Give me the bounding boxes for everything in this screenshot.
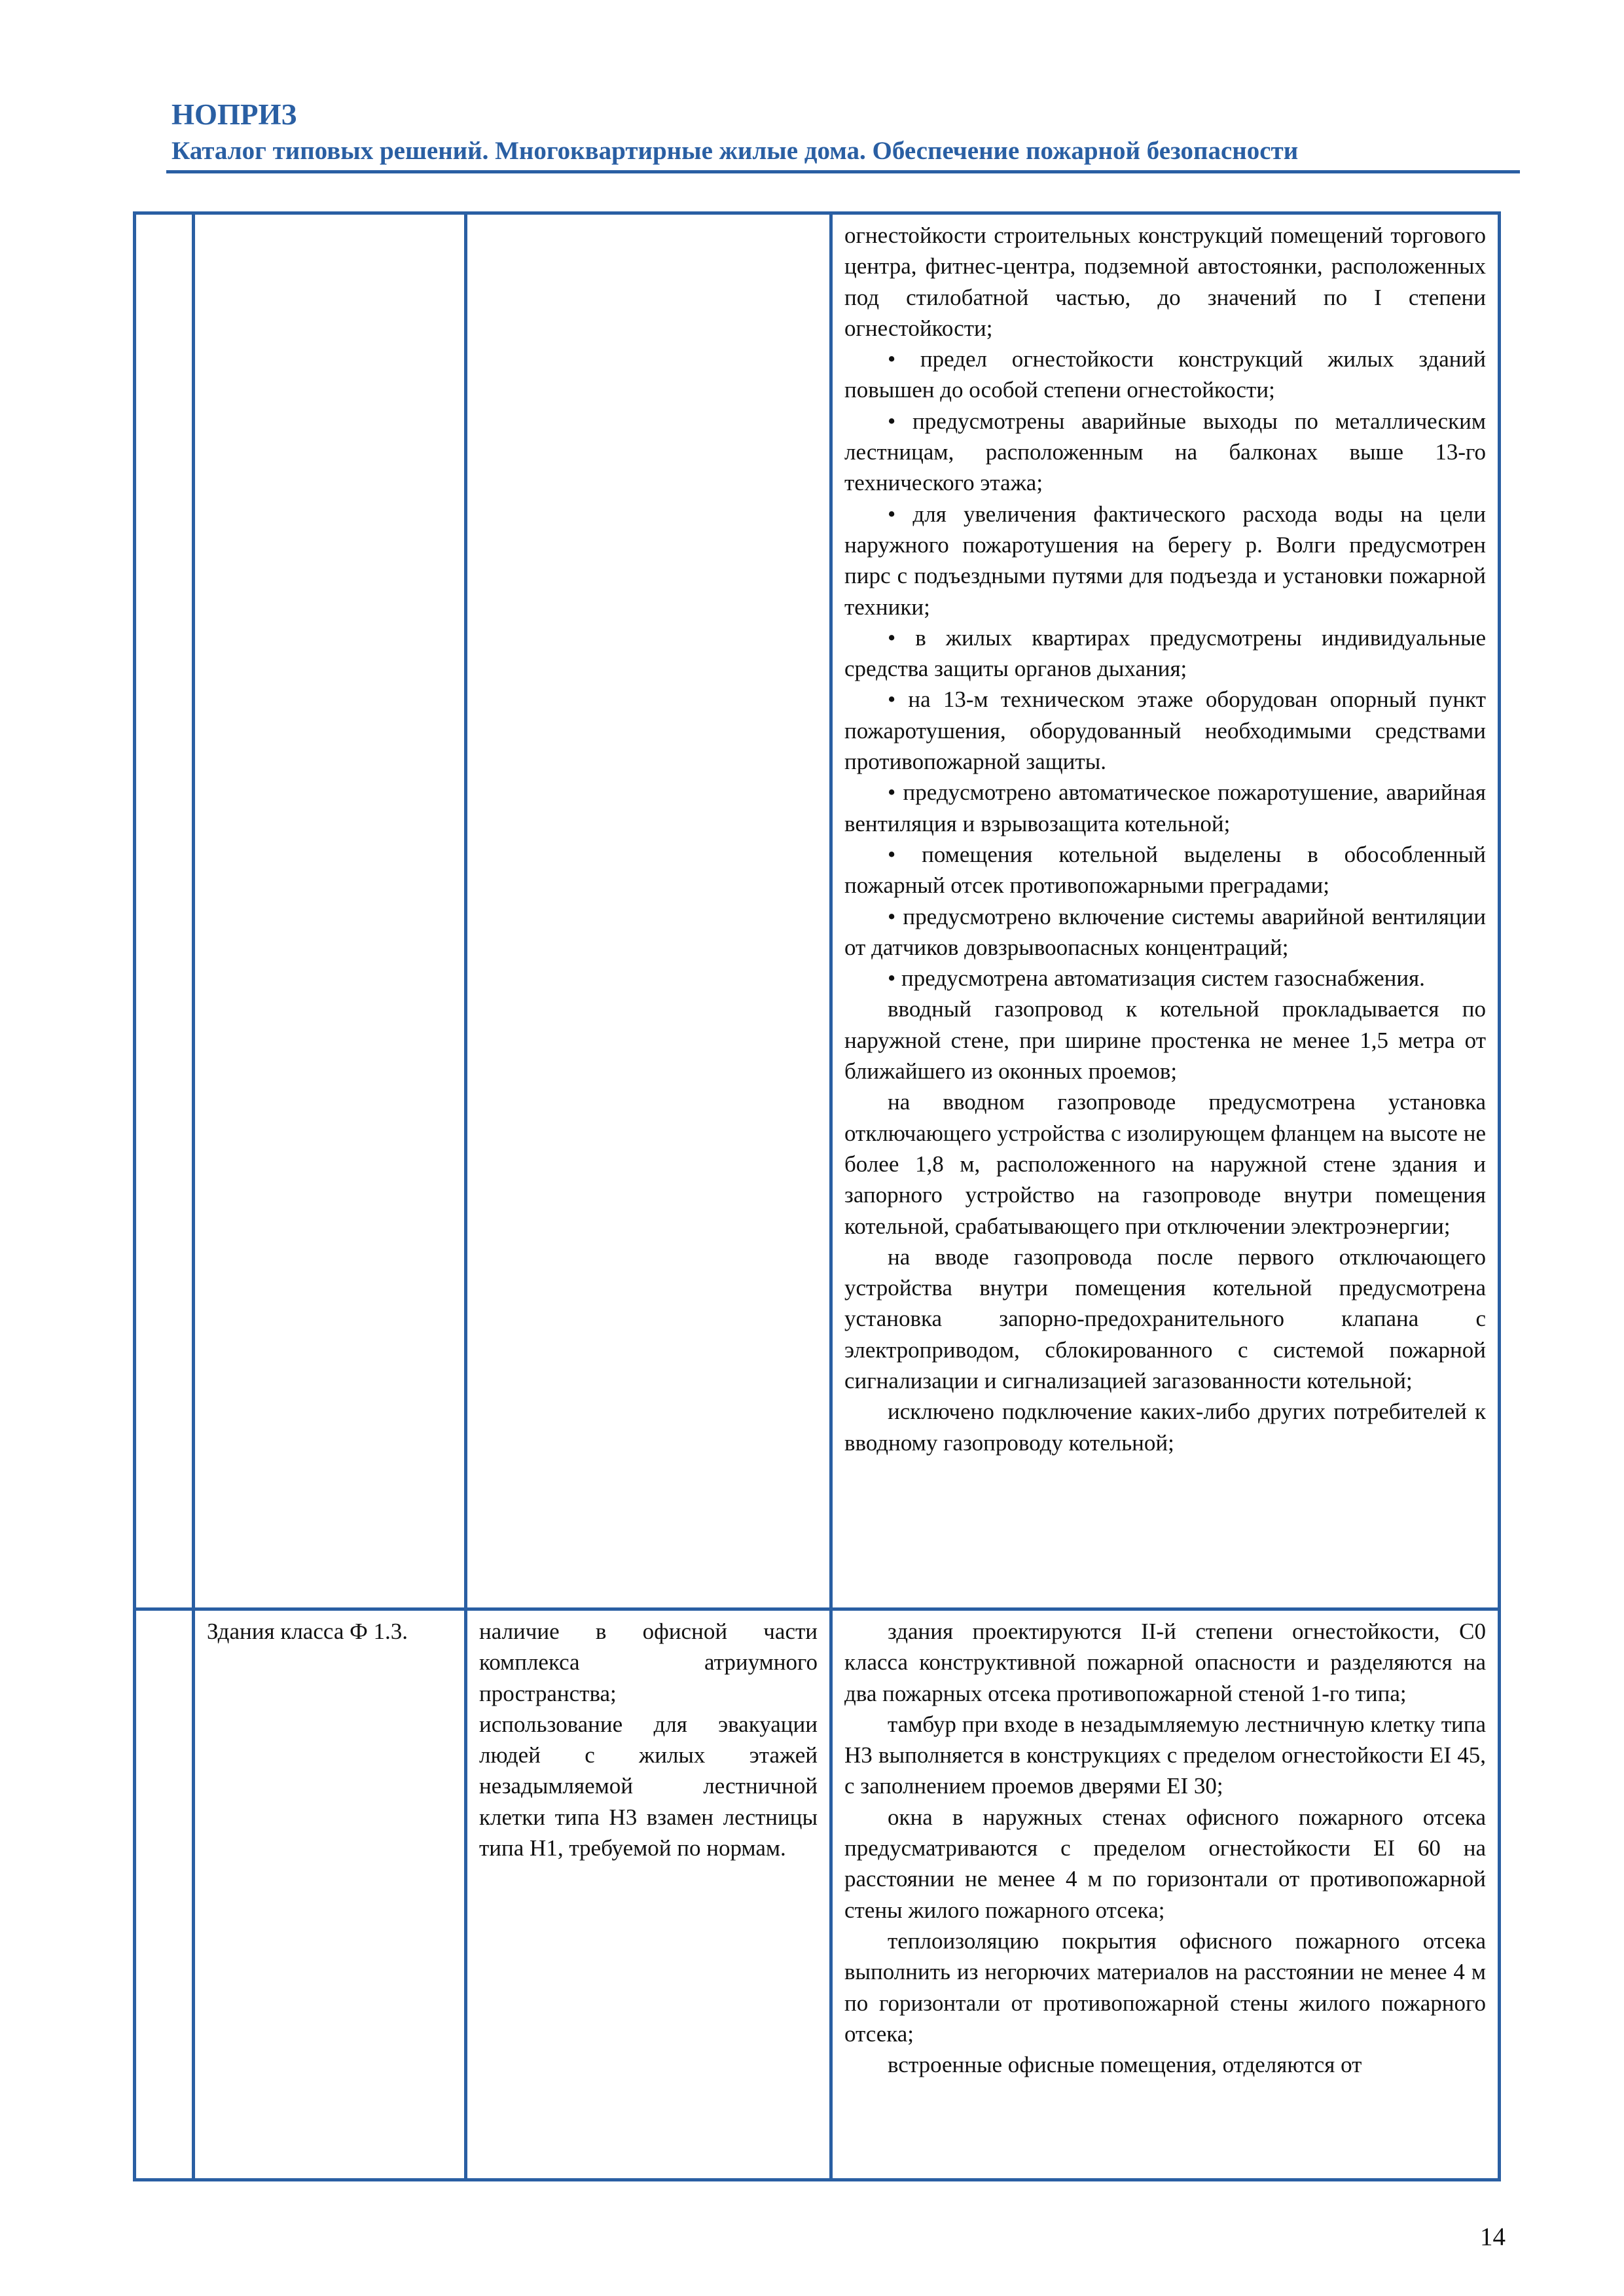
measure-paragraph: здания проектируются II-й степени огнестойкости, С0 класса конструктивной пожарной опасности и разделяются на два пожарных отсека противопожарной стеной 1-го типа; <box>844 1619 1486 1706</box>
measure-paragraph: на вводе газопровода после первого отключающего устройства внутри помещения котельной предусмотрена установка запорно-предохранительного клапана с электроприводом, сблокированного с системой пожарной сигнализации и сигнализацией загазованности котельной; <box>844 1244 1486 1393</box>
measure-paragraph: • предусмотрено включение системы аварийной вентиляции от датчиков довзрывоопасных концентраций; <box>844 903 1486 960</box>
measure-paragraph: вводный газопровод к котельной прокладывается по наружной стене, при ширине простенка не менее 1,5 метра от ближайшего из оконных проемов; <box>844 996 1486 1085</box>
measure-paragraph: • предусмотрено автоматическое пожаротушение, аварийная вентиляция и взрывозащита котельной; <box>844 780 1486 836</box>
measure-paragraph: окна в наружных стенах офисного пожарного отсека предусматриваются с пределом огнестойкости EI 60 на расстоянии не менее 4 м по горизонтали от противопожарной стены жилого пожарного отсека; <box>844 1804 1486 1923</box>
table-cell-building-class <box>194 213 466 1609</box>
table-row <box>135 1609 1500 2180</box>
page-number: 14 <box>1480 2223 1506 2251</box>
table-cell-building-class <box>194 1609 466 2180</box>
deviation-paragraph: наличие в офисной части комплекса атриумного пространства; <box>479 1619 818 1706</box>
measure-paragraph: огнестойкости строительных конструкций помещений торгового центра, фитнес-центра, подземной автостоянки, расположенных под стилобатной частью, до значений по I степени огнестойкости; <box>844 223 1486 341</box>
measure-paragraph: • на 13-м техническом этаже оборудован опорный пункт пожаротушения, оборудованный необходимыми средствами противопожарной защиты. <box>844 687 1486 775</box>
measure-paragraph: исключено подключение каких-либо других потребителей к вводному газопроводу котельной; <box>844 1399 1486 1456</box>
table-cell-number <box>135 213 194 1609</box>
table-cell-measures <box>831 213 1500 1609</box>
table-cell-number <box>135 1609 194 2180</box>
table-cell-deviations <box>466 213 831 1609</box>
header-divider <box>166 170 1520 173</box>
measure-paragraph: • в жилых квартирах предусмотрены индивидуальные средства защиты органов дыхания; <box>844 624 1486 682</box>
deviation-paragraph: использование для эвакуации людей с жилых этажей незадымляемой лестничной клетки типа Н3 взамен лестницы типа Н1, требуемой по нормам. <box>479 1711 818 1861</box>
measure-paragraph: • помещения котельной выделены в обособленный пожарный отсек противопожарными преградами; <box>844 841 1486 899</box>
table-cell-measures <box>831 1609 1500 2180</box>
measure-paragraph: на вводном газопроводе предусмотрена установка отключающего устройства с изолирующем фланцем на высоте не более 1,8 м, расположенного на наружной стене здания и запорного устройство на газопроводе внутри помещения котельной, срабатывающего при отключении электроэнергии; <box>844 1089 1486 1239</box>
measure-paragraph: • предусмотрена автоматизация систем газоснабжения. <box>888 965 1425 992</box>
page-header <box>171 95 1513 168</box>
building-class-label: Здания класса Ф 1.3. <box>207 1619 408 1644</box>
measure-paragraph: • предел огнестойкости конструкций жилых зданий повышен до особой степени огнестойкости; <box>844 346 1486 403</box>
measure-paragraph: теплоизоляцию покрытия офисного пожарного отсека выполнить из негорючих материалов на расстоянии не менее 4 м по горизонтали от противопожарной стены жилого пожарного отсека; <box>844 1928 1486 2047</box>
table-row <box>135 213 1500 1609</box>
header-subtitle: Каталог типовых решений. Многоквартирные жилые дома. Обеспечение пожарной безопасности <box>171 137 1299 165</box>
measure-paragraph: • предусмотрены аварийные выходы по металлическим лестницам, расположенным на балконах выше 13-го технического этажа; <box>844 408 1486 496</box>
table-cell-deviations <box>466 1609 831 2180</box>
measure-paragraph: встроенные офисные помещения, отделяются от <box>888 2052 1362 2078</box>
measure-paragraph: • для увеличения фактического расхода воды на цели наружного пожаротушения на берегу р. Волги предусмотрен пирс с подъездными путями для подъезда и установки пожарной техники; <box>844 501 1486 620</box>
measure-paragraph: тамбур при входе в незадымляемую лестничную клетку типа Н3 выполняется в конструкциях с пределом огнестойкости EI 45, с заполнением проемов дверями EI 30; <box>844 1711 1486 1799</box>
header-title: НОПРИЗ <box>171 98 297 131</box>
requirements-table <box>133 211 1501 2181</box>
